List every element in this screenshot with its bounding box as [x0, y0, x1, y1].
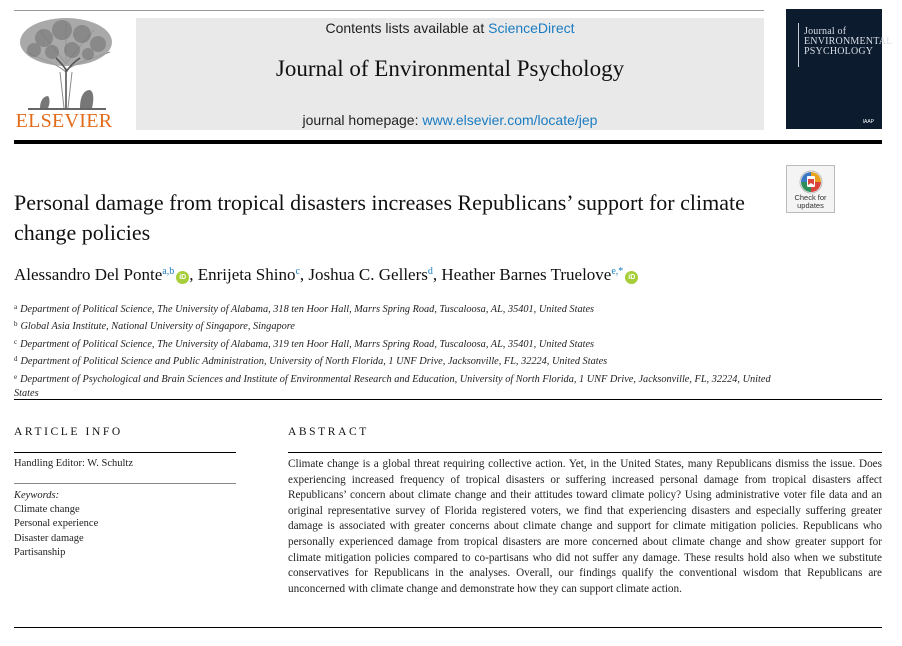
- cover-title-line-2: ENVIRONMENTAL: [804, 36, 893, 47]
- cover-title-line-1: Journal of: [804, 26, 847, 37]
- author-name[interactable]: Alessandro Del Ponte: [14, 265, 163, 284]
- orcid-icon[interactable]: iD: [625, 271, 638, 284]
- keywords-rule: [14, 483, 236, 484]
- journal-homepage-link[interactable]: www.elsevier.com/locate/jep: [422, 112, 598, 128]
- affiliation-item: [14, 317, 774, 334]
- check-updates-line-1: Check for: [794, 193, 827, 202]
- affiliation-text: Department of Political Science and Public Administration, University of North Florida, 1 UNF Drive, Jacksonville, FL, 32224, United States: [20, 356, 608, 368]
- affiliation-mark: c: [14, 337, 18, 346]
- check-for-updates-button[interactable]: [786, 165, 835, 213]
- cover-title-line-3: PSYCHOLOGY: [804, 46, 874, 57]
- journal-cover-image[interactable]: [786, 9, 893, 129]
- author-affiliation-mark[interactable]: a,b: [162, 266, 175, 277]
- cover-spine-line: [798, 23, 799, 67]
- affiliation-text: Global Asia Institute, National University of Singapore, Singapore: [20, 321, 295, 333]
- article-title: Personal damage from tropical disasters increases Republicans’ support for climate change policies: [14, 190, 745, 245]
- abstract-heading: ABSTRACT: [288, 426, 369, 438]
- orcid-icon[interactable]: iD: [176, 271, 189, 284]
- affiliation-item: [14, 300, 774, 317]
- affiliation-item: [14, 352, 774, 369]
- homepage-prefix: journal homepage:: [302, 112, 423, 128]
- keywords-block: [14, 489, 98, 560]
- check-updates-icon: [799, 170, 823, 194]
- author-name[interactable]: Heather Barnes Truelove: [441, 265, 612, 284]
- author-affiliation-mark[interactable]: c: [295, 266, 300, 277]
- journal-title: Journal of Environmental Psychology: [275, 56, 625, 81]
- author-list: Alessandro Del Ponte$^{a,b}$iD , Enrijeta Shino$^c$, Joshua C. Gellers$^d$, Heather Barnes Truelove$^{e,*}$iD: [14, 265, 638, 285]
- article-info-heading: ARTICLE INFO: [14, 426, 123, 438]
- handling-editor: Handling Editor: W. Schultz: [14, 458, 133, 469]
- elsevier-wordmark: ELSEVIER: [15, 110, 113, 132]
- author-affiliation-mark[interactable]: e,*: [611, 266, 624, 277]
- contents-prefix: Contents lists available at: [325, 20, 489, 36]
- affiliation-text: Department of Political Science, The University of Alabama, 318 ten Hoor Hall, Marrs Spring Road, Tuscaloosa, AL, 35401, United States: [20, 304, 595, 315]
- contents-line: [136, 20, 764, 36]
- section-divider: [14, 399, 882, 400]
- top-rule: [14, 10, 764, 11]
- sciencedirect-link[interactable]: ScienceDirect: [488, 20, 575, 36]
- abstract-rule: [288, 452, 882, 453]
- keyword-item: Partisanship: [14, 546, 66, 558]
- author-name[interactable]: Joshua C. Gellers: [308, 265, 428, 284]
- check-updates-line-2: updates: [797, 201, 824, 210]
- article-info-rule: [14, 452, 236, 453]
- keyword-item: Climate change: [14, 504, 80, 516]
- cover-title: [804, 27, 892, 57]
- affiliation-mark: e: [14, 372, 18, 381]
- affiliation-item: [14, 370, 774, 402]
- affiliation-mark: b: [14, 320, 18, 329]
- author-name[interactable]: Enrijeta Shino: [197, 265, 296, 284]
- affiliation-text: Department of Psychological and Brain Sciences and Institute of Environmental Research and Education, University of North Florida, 1 UNF Drive, Jacksonville, FL, 32224, United States: [14, 373, 771, 400]
- abstract-text: Climate change is a global threat requiring collective action. Yet, in the United States, many Republicans dismiss the issue. Does experiencing increased frequency of tropical disasters or suffering increased personal damage from tropical disasters affect Republicans’ concern about climate change and their attitudes toward climate policy? Using administrative voter file data and an original representative survey of Florida registered voters, we find that experiencing disasters and especially suffering greater damage is associated with greater concerns about climate change and support for climate mitigation policies. Republicans who personally experienced damage from tropical disasters are more concerned about climate change and show greater support for climate mitigation policies compared to co-partisans who did not suffer any damage. These results hold also when we substitute conservatives for Republicans in the analyses. Overall, our findings qualify the conventional wisdom that Republicans are unconcerned with climate change and demonstrate how they can support climate action.: [288, 458, 882, 595]
- keywords-label: Keywords:: [14, 490, 60, 501]
- bottom-rule: [14, 627, 882, 628]
- cover-logo: IAAP: [862, 119, 874, 125]
- author-affiliation-mark[interactable]: d: [427, 266, 433, 277]
- keyword-item: Disaster damage: [14, 532, 84, 544]
- journal-banner: [136, 18, 764, 130]
- affiliation-list: [14, 300, 774, 401]
- affiliation-mark: d: [14, 355, 18, 364]
- affiliation-text: Department of Political Science, The University of Alabama, 319 ten Hoor Hall, Marrs Spring Road, Tuscaloosa, AL, 35401, United States: [20, 338, 595, 350]
- header-rule: [14, 140, 882, 144]
- affiliation-mark: a: [14, 303, 18, 311]
- homepage-line: [136, 112, 764, 128]
- keyword-item: Personal experience: [14, 518, 99, 530]
- affiliation-item: [14, 335, 774, 352]
